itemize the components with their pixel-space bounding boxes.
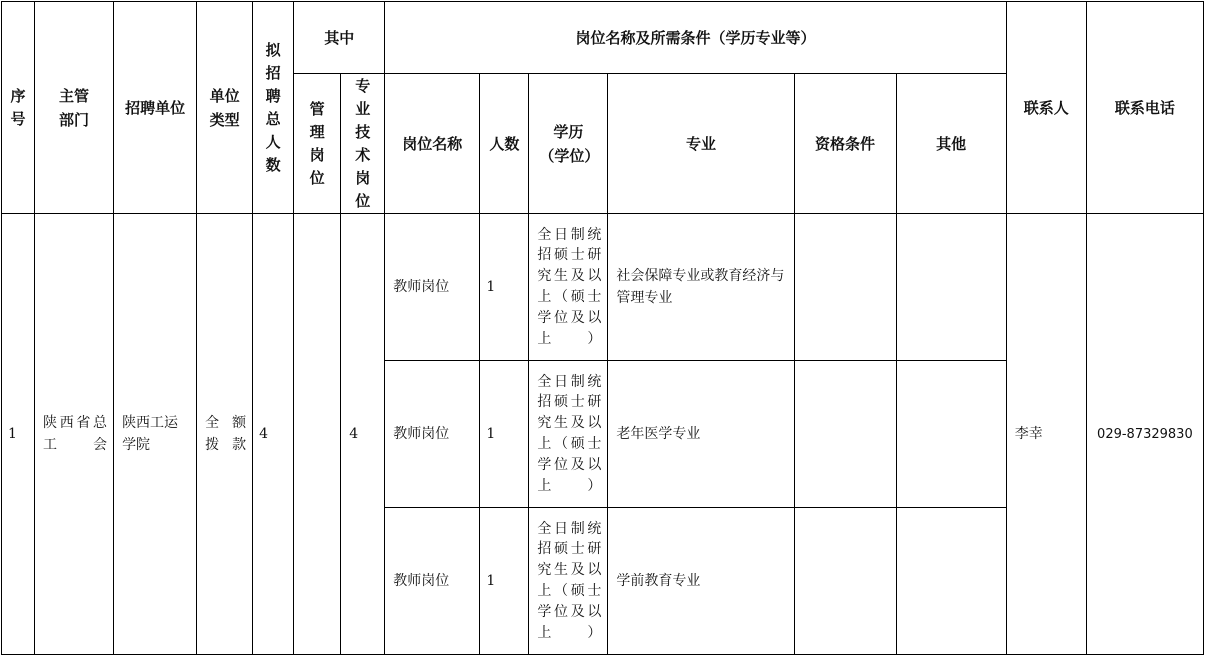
record-contact: 李幸 xyxy=(1006,214,1086,655)
record-unit-type xyxy=(197,214,253,655)
position-count: 1 xyxy=(480,214,529,361)
record-phone: 029-87329830 xyxy=(1086,214,1203,655)
table-row xyxy=(2,214,1204,361)
header-education-label: 学历（学位） xyxy=(539,122,600,165)
record-total: 4 xyxy=(253,214,294,655)
position-education: 全日制统招硕士研究生及以上（硕士学位及以上） xyxy=(529,214,608,361)
header-dept xyxy=(35,2,114,214)
header-tech xyxy=(341,74,385,214)
position-education: 全日制统招硕士研究生及以上（硕士学位及以上） xyxy=(529,508,608,655)
record-dept xyxy=(35,214,114,655)
position-count: 1 xyxy=(480,508,529,655)
position-other xyxy=(896,214,1006,361)
header-unit-type xyxy=(197,2,253,214)
header-phone: 联系电话 xyxy=(1086,2,1203,214)
header-contact: 联系人 xyxy=(1006,2,1086,214)
header-seq xyxy=(2,2,35,214)
header-unit: 招聘单位 xyxy=(114,2,197,214)
position-name: 教师岗位 xyxy=(385,214,480,361)
position-qualification xyxy=(794,361,896,508)
header-mgmt-label: 管理岗位 xyxy=(309,99,325,187)
record-seq: 1 xyxy=(2,214,35,655)
header-seq-label: 序号 xyxy=(10,86,26,128)
record-dept-text: 陕西省总工会 xyxy=(43,415,108,453)
header-among: 其中 xyxy=(294,2,385,74)
header-major: 专业 xyxy=(608,74,794,214)
record-unit-type-text: 全额拨款 xyxy=(205,415,247,453)
position-other xyxy=(896,508,1006,655)
header-dept-label: 主管部门 xyxy=(59,86,90,129)
record-mgmt xyxy=(294,214,341,655)
recruitment-table xyxy=(1,1,1204,655)
position-qualification xyxy=(794,508,896,655)
header-row-1 xyxy=(2,2,1204,74)
header-unit-type-label: 单位类型 xyxy=(209,86,240,129)
header-total xyxy=(253,2,294,214)
position-major: 老年医学专业 xyxy=(608,361,794,508)
position-other xyxy=(896,361,1006,508)
header-position-name: 岗位名称 xyxy=(385,74,480,214)
header-qualification: 资格条件 xyxy=(794,74,896,214)
header-education xyxy=(529,74,608,214)
record-tech: 4 xyxy=(341,214,385,655)
position-major: 学前教育专业 xyxy=(608,508,794,655)
header-tech-label: 专业技术岗位 xyxy=(355,76,371,210)
record-unit xyxy=(114,214,197,655)
header-positions-group: 岗位名称及所需条件（学历专业等） xyxy=(385,2,1006,74)
position-count: 1 xyxy=(480,361,529,508)
header-mgmt xyxy=(294,74,341,214)
record-unit-text: 陕西工运学院 xyxy=(122,415,179,453)
position-education: 全日制统招硕士研究生及以上（硕士学位及以上） xyxy=(529,361,608,508)
position-qualification xyxy=(794,214,896,361)
header-total-label: 拟招聘总人数 xyxy=(265,40,281,174)
position-major: 社会保障专业或教育经济与管理专业 xyxy=(608,214,794,361)
position-name: 教师岗位 xyxy=(385,508,480,655)
header-other: 其他 xyxy=(896,74,1006,214)
position-name: 教师岗位 xyxy=(385,361,480,508)
header-count: 人数 xyxy=(480,74,529,214)
